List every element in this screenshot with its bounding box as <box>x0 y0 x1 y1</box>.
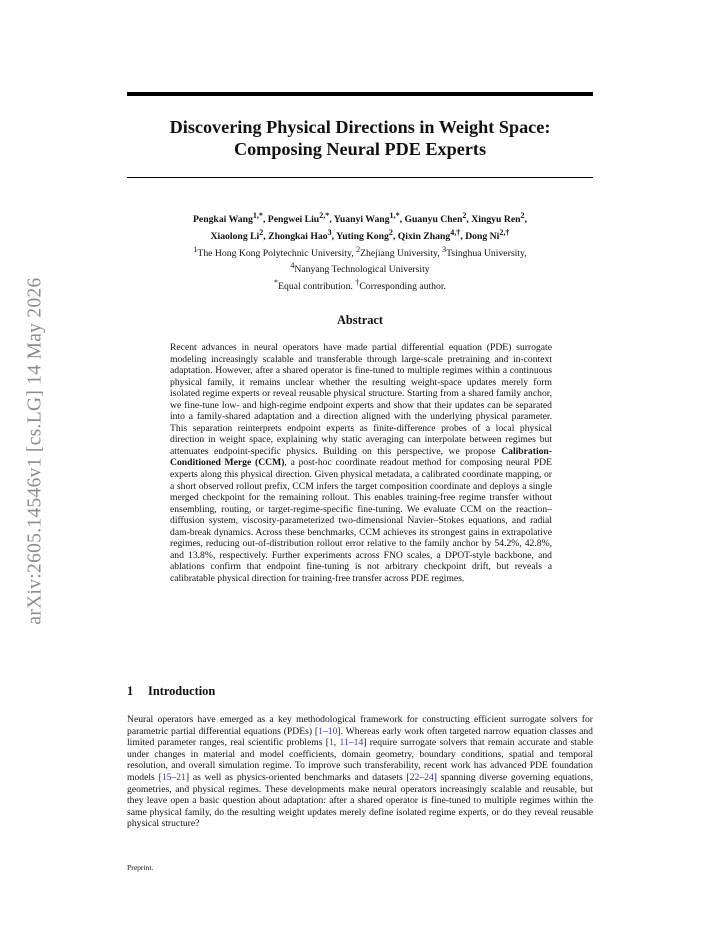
intro-text: Neural operators have emerged as a key methodological framework for constructing efficient surrogate solvers for parametric partial differential equations (PDEs) [ <box>127 714 593 737</box>
author-name: Xingyu Ren <box>471 214 521 226</box>
author-separator: , <box>466 214 472 226</box>
intro-text: ] require surrogate solvers that remain accurate and stable under changes in material and model coefficients, domain geometry, boundary conditions, spatial and temporal resolution, and overall simulation regime. To improve such transferability, recent work has advanced PDE foundation models [ <box>127 737 594 783</box>
arxiv-identifier: arXiv:2605.14546v1 [cs.LG] 14 May 2026 <box>25 277 46 625</box>
author-name: Guanyu Chen <box>404 214 463 226</box>
section-title: Introduction <box>148 684 216 698</box>
affiliation-text: Corresponding author. <box>359 281 446 293</box>
author-name: Pengkai Wang <box>192 214 253 226</box>
author-separator: , <box>460 231 466 243</box>
author-name: Yuanyi Wang <box>333 214 390 226</box>
affiliation-line-1 <box>127 244 593 261</box>
introduction-paragraph <box>127 714 593 830</box>
section-heading <box>127 684 215 699</box>
affiliation-mark: 3 <box>442 244 447 254</box>
author-name: Yuting Kong <box>336 231 389 243</box>
author-name: Qixin Zhang <box>397 231 451 243</box>
affiliation-text: Zhejiang University, <box>360 247 443 259</box>
author-affiliation-mark: 2 <box>259 227 264 237</box>
citation-link[interactable]: 15 <box>161 771 172 783</box>
affiliation-mark: 2 <box>356 244 361 254</box>
author-affiliation-mark: 4,† <box>450 227 461 237</box>
citation-link[interactable]: 22 <box>409 771 420 783</box>
author-line-2 <box>127 227 593 244</box>
author-affiliation-mark: 2,† <box>499 227 510 237</box>
affiliation-text: Nanyang Technological University <box>294 264 430 276</box>
author-separator: , <box>329 214 334 226</box>
author-affiliation-mark: 2 <box>462 211 467 220</box>
author-affiliation-mark: 1,* <box>252 211 263 220</box>
abstract-body <box>170 342 552 584</box>
author-block <box>127 210 593 294</box>
citation-link[interactable]: 21 <box>176 771 186 783</box>
intro-text: – <box>419 771 425 783</box>
arxiv-stamp <box>18 256 54 646</box>
intro-text: ] spanning diverse governing equations, geometries, and physical regimes. These developments make neural operators increasingly scalable and reusable, but they leave open a basic question about adaptation: after a shared operator is fine-tuned to multiple regimes within the same physical family, do the resulting weight updates merely define isolated regime experts, or do they reveal reusable physical structure? <box>127 771 593 830</box>
affiliation-text: Tsinghua University, <box>446 247 527 259</box>
author-separator: , <box>524 214 527 226</box>
affiliation-line-2 <box>127 260 593 277</box>
citation-link[interactable]: 11 <box>339 737 349 749</box>
intro-text: – <box>171 771 177 783</box>
author-separator: , <box>262 214 268 226</box>
author-separator: , <box>331 231 337 243</box>
affiliation-mark: † <box>355 278 360 288</box>
author-name: Zhongkai Hao <box>268 231 328 243</box>
citation-link[interactable]: 24 <box>424 771 434 783</box>
author-affiliation-mark: 2,* <box>319 211 330 220</box>
intro-text: – <box>348 737 354 749</box>
abstract-method-name: Calibration-Conditioned Merge (CCM) <box>170 445 552 469</box>
citation-link[interactable]: 10 <box>327 725 338 737</box>
citation-link[interactable]: 1 <box>318 725 323 737</box>
author-affiliation-mark: 2 <box>388 227 393 237</box>
title-line-2: Composing Neural PDE Experts <box>233 139 487 159</box>
abstract-text-after: , a post-hoc coordinate readout method for composing neural PDE experts along this physical direction. Given physical metadata, a calibrated coordinate mapping, or a short observed rollout prefix, CCM infers the target composition coordinate and deploys a single merged checkpoint for the remaining rollout. This enables training-free regime transfer without ensembling, routing, or target-regime-specific fine-tuning. We evaluate CCM on the reaction–diffusion system, viscosity-parameterized two-dimensional Navier–Stokes equations, and radial dam-break dynamics. Across these benchmarks, CCM achieves its strongest gains in extrapolative regimes, reducing out-of-distribution rollout error relative to the family anchor by 54.2%, 42.8%, and 13.8%, respectively. Further experiments across FNO scales, a DPOT-style backbone, and ablations confirm that endpoint fine-tuning is not arbitrary checkpoint drift, but reveals a calibratable physical direction for training-free transfer across PDE regimes. <box>170 457 552 584</box>
citation-link[interactable]: 14 <box>353 737 364 749</box>
author-name: Dong Ni <box>465 231 500 243</box>
affiliation-text: The Hong Kong Polytechnic University, <box>197 247 357 259</box>
citation-link[interactable]: 1 <box>328 737 334 749</box>
author-affiliation-mark: 2 <box>520 211 525 220</box>
affiliation-mark: * <box>274 278 279 288</box>
affiliation-mark: 1 <box>193 244 198 254</box>
title-bottom-rule <box>127 177 593 178</box>
author-line-1 <box>127 210 593 227</box>
author-separator: , <box>399 214 405 226</box>
affiliation-text: Equal contribution. <box>278 281 356 293</box>
author-affiliation-mark: 3 <box>327 227 332 237</box>
intro-text: , <box>333 737 340 749</box>
author-affiliation-mark: 1,* <box>389 211 400 220</box>
author-separator: , <box>263 231 269 243</box>
abstract-text-before: Recent advances in neural operators have made partial differential equation (PDE) surrogate modeling increasingly scalable and transferable through large-scale pretraining and in-context adaptation. However, after a shared operator is fine-tuned to multiple regimes within a continuous physical family, it remains unclear whether the resulting weight-space updates merely form isolated regime experts or reveal reusable physical structure. Starting from a shared family anchor, we fine-tune low- and high-regime endpoint experts and show that their updates can be separated into a family-shared adaptation and a direction aligned with the underlying physical parameter. This separation reinterprets endpoint experts as finite-difference probes of a local physical direction in weight space, explaining why static averaging can interpolate between regimes but attenuates endpoint-specific physics. Building on this perspective, we propose <box>170 342 552 457</box>
affiliation-mark: 4 <box>290 261 295 271</box>
title-top-rule <box>127 92 593 96</box>
author-separator: , <box>392 231 398 243</box>
author-name: Pengwei Liu <box>267 214 320 226</box>
section-number: 1 <box>127 684 134 698</box>
contribution-note <box>127 277 593 294</box>
abstract-heading: Abstract <box>336 313 384 327</box>
intro-text: ] as well as physics-oriented benchmarks and datasets [ <box>185 771 410 783</box>
title-line-1: Discovering Physical Directions in Weight Space: <box>169 117 551 137</box>
intro-text: ]. Whereas early work often targeted narrow equation classes and limited parameter ranges, real scientific problems [ <box>127 725 593 749</box>
author-name: Xiaolong Li <box>210 231 260 243</box>
paper-title <box>127 116 593 160</box>
preprint-footer: Preprint. <box>127 863 154 872</box>
intro-text: – <box>322 725 328 737</box>
